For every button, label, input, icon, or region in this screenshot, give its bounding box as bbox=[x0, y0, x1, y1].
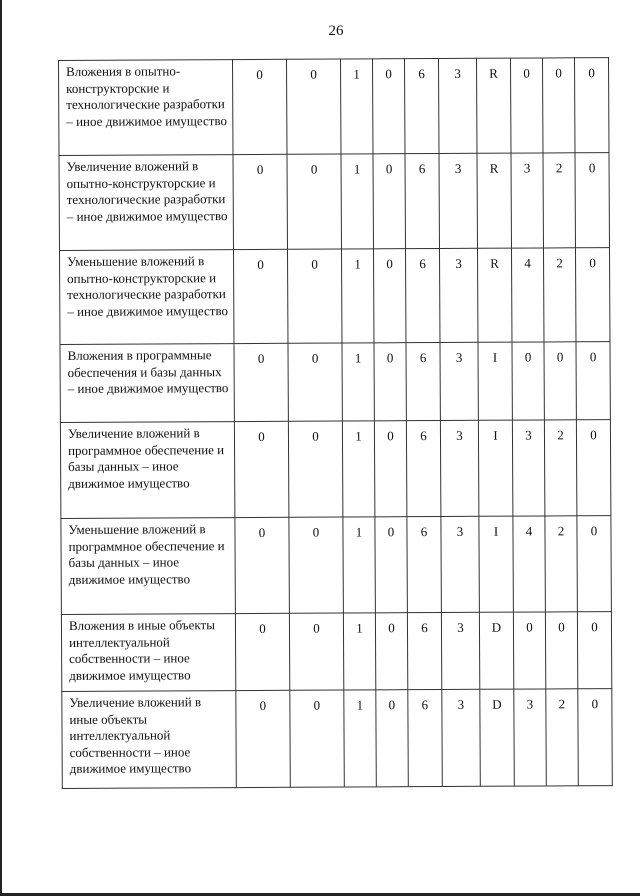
code-digit-cell: 0 bbox=[233, 249, 287, 343]
code-digit-cell: 3 bbox=[440, 420, 479, 516]
table-row bbox=[60, 342, 610, 423]
code-digit-cell: 0 bbox=[287, 249, 341, 343]
code-digit-cell: 3 bbox=[441, 516, 480, 612]
row-name-cell: Увеличение вложений в опытно-конструкторские и технологические разработки – иное движимое имущество bbox=[59, 155, 233, 251]
code-digit-cell: 3 bbox=[439, 153, 477, 248]
code-digit-cell: 3 bbox=[512, 420, 545, 516]
code-digit-cell: 3 bbox=[511, 153, 543, 248]
code-digit-cell: 1 bbox=[342, 343, 374, 421]
code-digit-cell: 6 bbox=[406, 421, 441, 517]
code-digit-cell: 2 bbox=[545, 516, 578, 612]
code-digit-cell: 0 bbox=[236, 690, 291, 787]
code-digit-cell: 0 bbox=[233, 59, 287, 154]
code-digit-cell: 0 bbox=[288, 421, 343, 517]
code-digit-cell: 0 bbox=[235, 517, 290, 613]
code-digit-cell: 6 bbox=[407, 613, 441, 690]
code-digit-cell: I bbox=[479, 516, 514, 612]
code-digit-cell: 0 bbox=[373, 249, 405, 343]
code-digit-cell: 0 bbox=[373, 154, 405, 249]
table-row bbox=[59, 58, 609, 156]
code-digit-cell: 0 bbox=[234, 421, 289, 517]
code-digit-cell: 0 bbox=[510, 58, 542, 153]
code-digit-cell: 0 bbox=[576, 420, 611, 516]
code-digit-cell: 1 bbox=[343, 613, 375, 690]
code-digit-cell: 6 bbox=[407, 517, 442, 613]
row-name-cell: Вложения в опытно-конструкторские и технологические разработки – иное движимое имущество bbox=[59, 60, 233, 156]
code-digit-cell: 0 bbox=[577, 516, 612, 612]
code-digit-cell: 1 bbox=[340, 59, 372, 154]
code-digit-cell: 0 bbox=[575, 153, 609, 248]
code-digit-cell: R bbox=[476, 58, 510, 153]
code-digit-cell: 0 bbox=[542, 58, 574, 153]
code-digit-cell: 0 bbox=[512, 342, 544, 420]
code-digit-cell: D bbox=[480, 689, 515, 786]
code-digit-cell: 0 bbox=[576, 342, 610, 420]
code-digit-cell: 0 bbox=[374, 343, 406, 421]
table-row bbox=[59, 248, 609, 345]
code-digit-cell: 6 bbox=[408, 689, 443, 786]
code-digit-cell: 0 bbox=[544, 342, 576, 420]
code-digit-cell: 0 bbox=[233, 154, 287, 249]
code-digit-cell: 1 bbox=[341, 154, 373, 249]
code-digit-cell: 0 bbox=[286, 59, 340, 154]
table-row bbox=[62, 689, 613, 789]
table-row bbox=[61, 516, 611, 615]
code-digit-cell: 3 bbox=[442, 689, 481, 786]
code-digit-cell: 0 bbox=[287, 154, 341, 249]
table-body bbox=[59, 58, 613, 789]
code-digit-cell: 4 bbox=[511, 248, 543, 342]
scan-edge-left bbox=[0, 0, 2, 896]
code-digit-cell: 0 bbox=[574, 58, 608, 153]
code-digit-cell: 4 bbox=[513, 516, 546, 612]
table-row bbox=[59, 153, 609, 251]
code-digit-cell: 6 bbox=[405, 154, 439, 249]
row-name-cell: Уменьшение вложений в опытно-конструкторские и технологические разработки – иное движимое имущество bbox=[59, 250, 233, 345]
code-digit-cell: 3 bbox=[440, 342, 478, 420]
code-digit-cell: 0 bbox=[577, 612, 611, 689]
code-digit-cell: 6 bbox=[404, 59, 438, 154]
code-digit-cell: I bbox=[478, 342, 512, 420]
code-digit-cell: I bbox=[478, 420, 513, 516]
row-name-cell: Вложения в иные объекты интеллектуальной собственности – иное движимое имущество bbox=[61, 614, 235, 692]
code-digit-cell: 0 bbox=[545, 612, 577, 689]
code-digit-cell: 1 bbox=[344, 690, 377, 787]
code-digit-cell: 0 bbox=[513, 612, 545, 689]
code-digit-cell: 0 bbox=[578, 689, 613, 786]
code-digit-cell: 0 bbox=[575, 248, 609, 342]
code-digit-cell: 0 bbox=[372, 59, 404, 154]
code-digit-cell: 2 bbox=[546, 689, 579, 786]
code-digit-cell: 0 bbox=[235, 613, 289, 690]
code-digit-cell: 0 bbox=[289, 613, 343, 690]
code-digit-cell: 6 bbox=[405, 249, 439, 343]
code-digit-cell: 1 bbox=[343, 517, 376, 613]
code-digit-cell: 0 bbox=[290, 690, 345, 787]
code-digit-cell: 0 bbox=[375, 517, 408, 613]
code-digit-cell: 0 bbox=[375, 613, 407, 690]
code-digit-cell: 3 bbox=[439, 248, 477, 342]
code-digit-cell: 2 bbox=[543, 153, 575, 248]
row-name-cell: Вложения в программные обеспечения и базы данных – иное движимое имущество bbox=[60, 344, 234, 423]
table-row bbox=[61, 612, 611, 692]
code-digit-cell: 6 bbox=[406, 343, 440, 421]
code-digit-cell: 2 bbox=[543, 248, 575, 342]
code-digit-cell: 3 bbox=[514, 689, 547, 786]
row-name-cell: Увеличение вложений в программное обеспечение и базы данных – иное движимое имущество bbox=[60, 422, 235, 519]
code-digit-cell: 0 bbox=[376, 690, 409, 787]
row-name-cell: Уменьшение вложений в программное обеспечение и базы данных – иное движимое имущество bbox=[61, 518, 236, 615]
code-digit-cell: 3 bbox=[438, 58, 476, 153]
page-number: 26 bbox=[328, 23, 344, 39]
code-digit-cell: R bbox=[477, 153, 511, 248]
table-row bbox=[60, 420, 610, 519]
code-digit-cell: 1 bbox=[341, 249, 373, 343]
code-digit-cell: D bbox=[479, 612, 513, 689]
code-digit-cell: 0 bbox=[234, 343, 288, 421]
row-name-cell: Увеличение вложений в иные объекты интеллектуальной собственности – иное движимое имущество bbox=[62, 691, 237, 789]
account-codes-table bbox=[58, 57, 613, 789]
code-digit-cell: 0 bbox=[289, 517, 344, 613]
code-digit-cell: 0 bbox=[288, 343, 342, 421]
code-digit-cell: 0 bbox=[374, 421, 407, 517]
code-digit-cell: 3 bbox=[441, 612, 479, 689]
code-digit-cell: 2 bbox=[544, 420, 577, 516]
code-digit-cell: R bbox=[477, 248, 511, 342]
code-digit-cell: 1 bbox=[342, 421, 375, 517]
